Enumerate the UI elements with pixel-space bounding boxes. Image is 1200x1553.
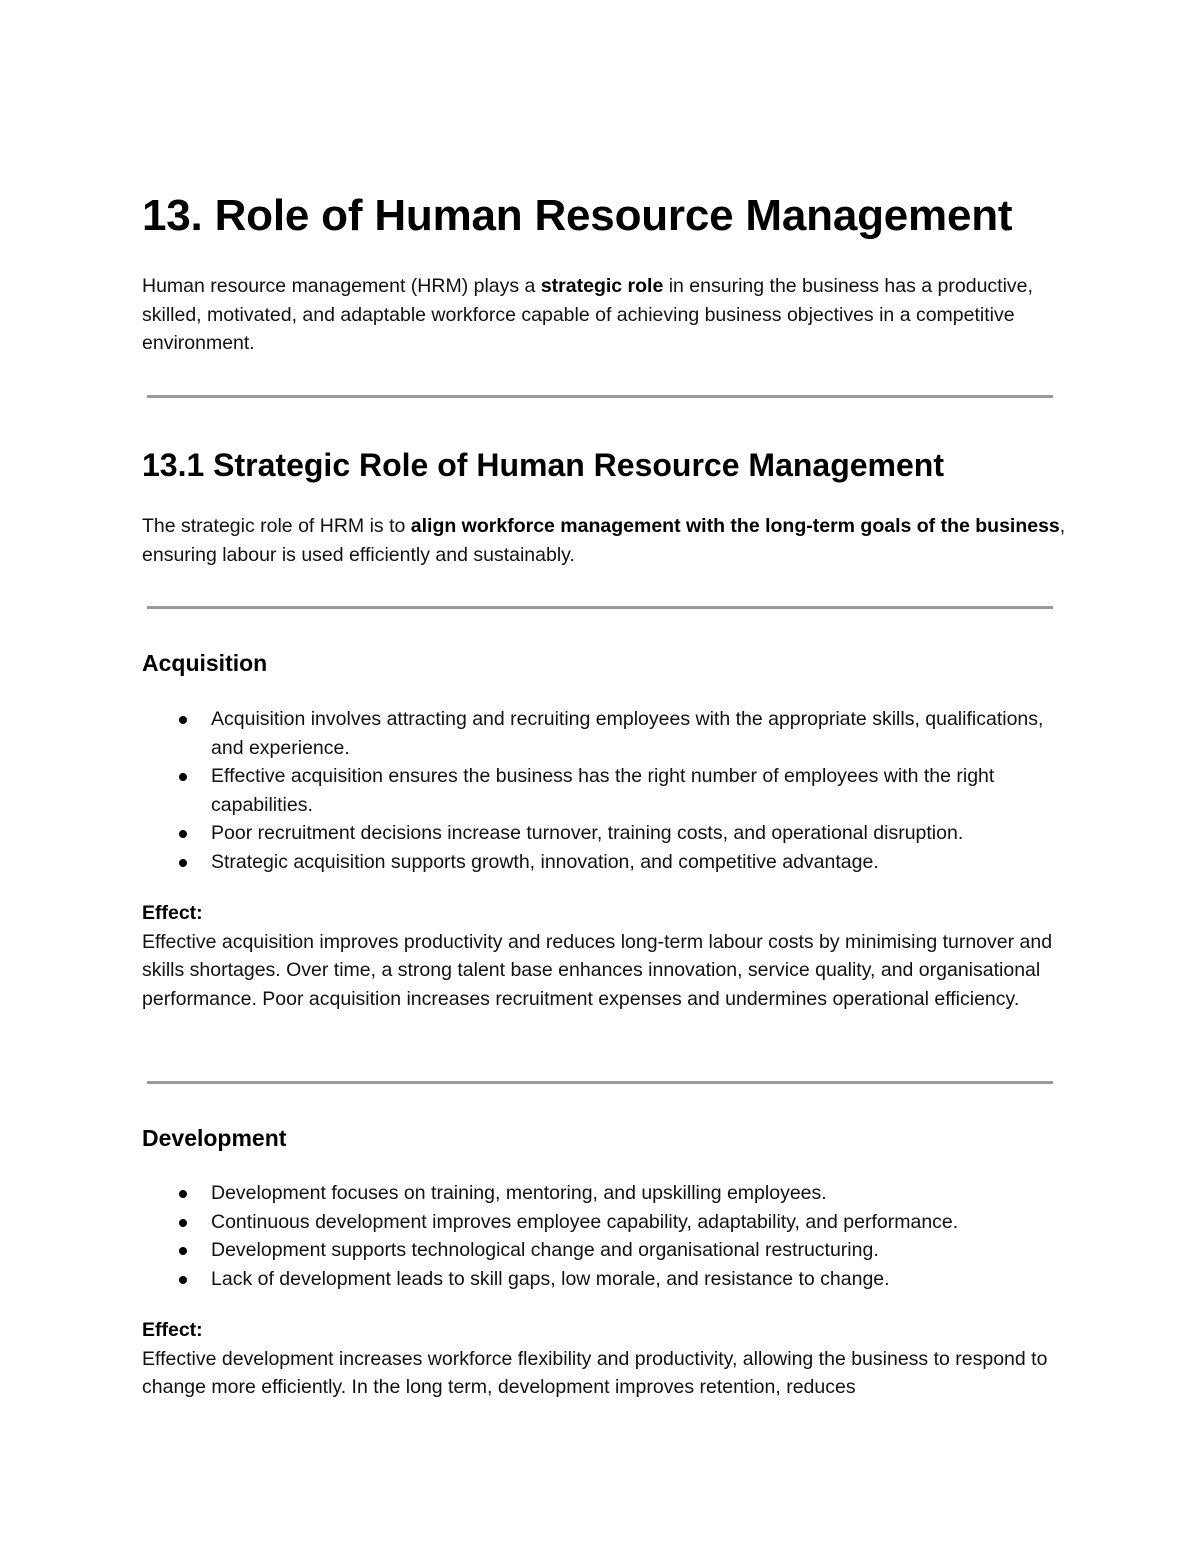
list-item-text: Strategic acquisition supports growth, innovation, and competitive advantage. [211, 850, 879, 873]
development-effect-text: Effective development increases workforce flexibility and productivity, allowing the business to respond to change more efficiently. In the long term, development improves retention, reduces [142, 1347, 1048, 1398]
bullet-icon [179, 859, 187, 867]
bullet-icon [179, 716, 187, 724]
intro-bold-phrase: strategic role [540, 275, 664, 297]
list-item-text: Poor recruitment decisions increase turnover, training costs, and operational disruption. [211, 822, 964, 844]
bullet-icon [179, 773, 187, 781]
development-effect [142, 1316, 1067, 1402]
development-heading: Development [142, 1125, 287, 1151]
list-item-text: Development supports technological change and organisational restructuring. [211, 1239, 879, 1261]
development-effect-label: Effect: [142, 1319, 203, 1341]
bullet-icon [179, 1219, 187, 1227]
divider-3 [147, 1081, 1053, 1084]
acquisition-effect-label: Effect: [142, 902, 203, 924]
intro-text-start: Human resource management (HRM) plays a [142, 275, 541, 297]
list-item-text: Effective acquisition ensures the business has the right number of employees with the right capabilities. [211, 765, 995, 816]
list-item [142, 1179, 1067, 1208]
intro-paragraph [142, 272, 1067, 358]
development-bullet-list [142, 1179, 1067, 1293]
list-item-text: Lack of development leads to skill gaps, low morale, and resistance to change. [211, 1267, 890, 1290]
bullet-icon [179, 1190, 187, 1198]
bullet-icon [179, 830, 187, 838]
bullet-icon [179, 1276, 187, 1284]
list-item-text: Development focuses on training, mentoring, and upskilling employees. [211, 1182, 827, 1204]
section-text-end: , ensuring labour is used efficiently and sustainably. [142, 515, 1066, 566]
acquisition-effect [142, 899, 1067, 1013]
list-item-text: Continuous development improves employee capability, adaptability, and performance. [211, 1210, 959, 1233]
list-item [142, 762, 1067, 819]
list-item [142, 819, 1067, 848]
acquisition-heading: Acquisition [142, 650, 268, 676]
section-text-start: The strategic role of HRM is to [142, 515, 411, 537]
divider-2 [147, 606, 1053, 609]
page-title: 13. Role of Human Resource Management [142, 191, 1013, 240]
list-item [142, 1236, 1067, 1265]
list-item [142, 1265, 1067, 1294]
bullet-icon [179, 1247, 187, 1255]
acquisition-bullet-list [142, 705, 1067, 876]
acquisition-effect-text: Effective acquisition improves productivity and reduces long-term labour costs by minimising turnover and skills shortages. Over time, a strong talent base enhances innovation, service quality, and organisational performance. Poor acquisition increases recruitment expenses and undermines operational efficiency. [142, 930, 1053, 1010]
intro-text-end: in ensuring the business has a productive, skilled, motivated, and adaptable workforce capable of achieving business objectives in a competitive environment. [142, 275, 1033, 354]
list-item [142, 705, 1067, 762]
list-item [142, 1208, 1067, 1237]
section-heading: 13.1 Strategic Role of Human Resource Management [142, 447, 944, 483]
divider-1 [147, 395, 1053, 398]
section-bold-phrase: align workforce management with the long-term goals of the business [410, 515, 1060, 537]
list-item-text: Acquisition involves attracting and recruiting employees with the appropriate skills, qualifications, and experience. [211, 708, 1044, 759]
list-item [142, 848, 1067, 877]
section-paragraph [142, 512, 1067, 569]
